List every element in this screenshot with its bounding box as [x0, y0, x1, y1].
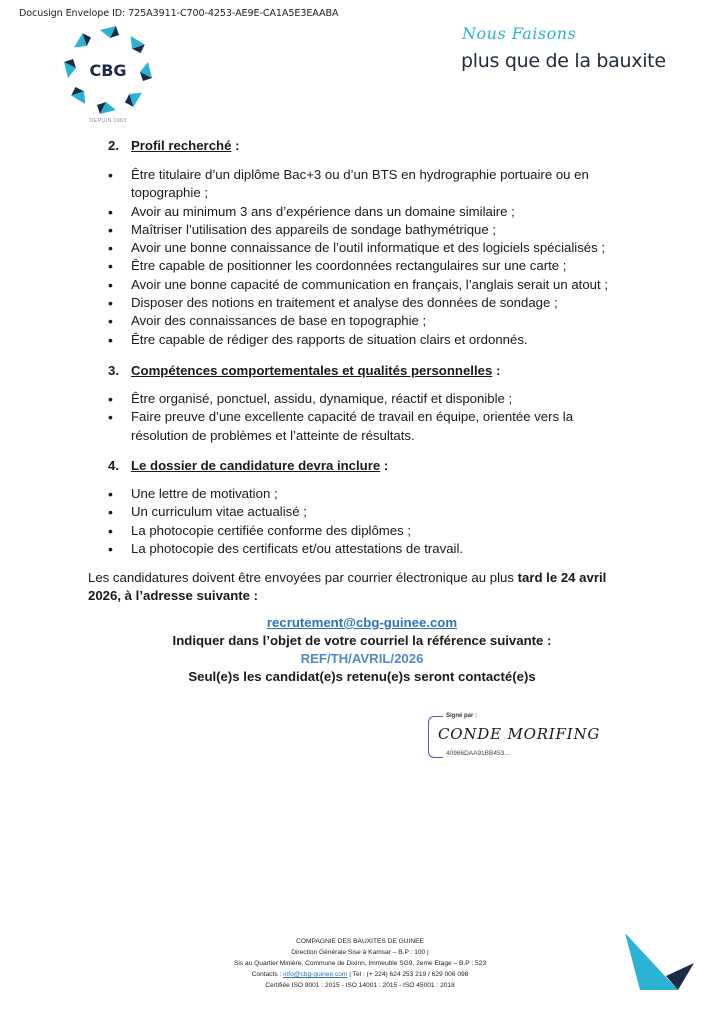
contacts-phone: | Tel : (+ 224) 624 253 219 / 629 006 098: [347, 971, 469, 978]
footer-contacts: [130, 969, 590, 980]
contacts-label: Contacts :: [251, 971, 284, 978]
section-title: [108, 137, 239, 155]
competences-list: [108, 390, 628, 445]
logo-blade: [97, 102, 116, 114]
docusign-signature: [428, 712, 601, 762]
logo-blade: [125, 33, 147, 55]
cbg-logo: [60, 24, 156, 128]
list-item: • Une lettre de motivation ;: [108, 485, 628, 503]
section-heading: Profil recherché: [131, 138, 232, 153]
logo-blade: [123, 87, 145, 109]
signature-name: CONDE MORIFING: [438, 725, 601, 743]
list-item: • La photocopie des certificats et/ou attestations de travail.: [108, 540, 628, 558]
section-heading: Le dossier de candidature devra inclure: [131, 458, 381, 473]
list-item: • Être titulaire d’un diplôme Bac+3 ou d’un BTS en hydrographie portuaire ou en topographie ;: [108, 166, 628, 203]
list-item: • Être capable de rédiger des rapports de situation clairs et ordonnés.: [108, 331, 628, 349]
envelope-id: Docusign Envelope ID: 725A3911-C700-4253-AE9E-CA1A5E3EAABA: [19, 8, 339, 19]
list-item: • Avoir des connaissances de base en topographie ;: [108, 312, 628, 330]
contacts-email-link[interactable]: info@cbg-guinee.com: [283, 971, 348, 978]
reference-code: REF/TH/AVRIL/2026: [300, 651, 424, 666]
logo-blade: [64, 59, 76, 78]
footer: [130, 936, 590, 991]
corner-logo-icon: [620, 928, 700, 1003]
footer-line2: Sis au Quartier Minière, Commune de Dixinn, Immeuble SG9, 2eme Etage – B.P : 523: [233, 960, 487, 967]
list-item: • Avoir une bonne connaissance de l’outil informatique et des logiciels spécialisés ;: [108, 239, 628, 257]
list-item: • Maîtriser l’utilisation des appareils de sondage bathymétrique ;: [108, 221, 628, 239]
recruitment-email-link[interactable]: recrutement@cbg-guinee.com: [266, 615, 458, 630]
footer-line1: Direction Générale Sise à Kamsar – B.P : 100 |: [291, 949, 429, 956]
section-number: 2.: [108, 138, 119, 153]
list-item: • La photocopie certifiée conforme des diplômes ;: [108, 522, 628, 540]
logo-text: CBG: [89, 61, 127, 80]
section-title: [108, 362, 500, 380]
section-heading: Compétences comportementales et qualités personnelles: [131, 363, 493, 378]
slogan: [460, 24, 700, 80]
application-deadline: tard le 24 avril 2026, à l’adresse suivante :: [88, 570, 607, 603]
signature-label: Signé par :: [446, 713, 478, 719]
profile-list: [108, 166, 628, 349]
logo-since: DEPUIS 1963: [89, 118, 127, 124]
logo-blade: [140, 62, 152, 81]
list-item: • Avoir au minimum 3 ans d’expérience dans un domaine similaire ;: [108, 203, 628, 221]
list-item: • Être capable de positionner les coordonnées rectangulaires sur une carte ;: [108, 257, 628, 275]
application-intro: Les candidatures doivent être envoyées par courrier électronique au plus: [88, 570, 518, 585]
footer-company: COMPAGNIE DES BAUXITES DE GUINEE: [296, 938, 424, 945]
logo-blade: [69, 85, 91, 107]
cbg-logo-mark-icon: [60, 24, 156, 116]
logo-blade: [71, 31, 93, 53]
section-number: 4.: [108, 458, 119, 473]
dossier-list: [108, 485, 628, 558]
list-item: • Être organisé, ponctuel, assidu, dynamique, réactif et disponible ;: [108, 390, 628, 408]
list-item: • Disposer des notions en traitement et analyse des données de sondage ;: [108, 294, 628, 312]
logo-blade: [100, 26, 119, 38]
signature-id: 40966DAA91BB453...: [446, 750, 510, 757]
footer-certifications: Certifiée ISO 9001 : 2015 - ISO 14001 : 2015 - ISO 45001 : 2018: [265, 982, 455, 989]
list-item: • Avoir une bonne capacité de communication en français, l’anglais serait un atout ;: [108, 276, 628, 294]
email-line: [0, 614, 724, 631]
slogan-main: plus que de la bauxite: [461, 50, 666, 72]
section-suffix: :: [231, 138, 240, 153]
contact-notice: Seul(e)s les candidat(e)s retenu(e)s seront contacté(e)s: [188, 669, 536, 684]
section-number: 3.: [108, 363, 119, 378]
application-paragraph: [88, 569, 636, 605]
subject-instruction: Indiquer dans l’objet de votre courriel la référence suivante :: [172, 633, 552, 648]
section-suffix: :: [380, 458, 389, 473]
slogan-script: Nous Faisons: [462, 24, 577, 43]
section-title: [108, 457, 388, 475]
section-suffix: :: [492, 363, 501, 378]
list-item: • Faire preuve d’une excellente capacité de travail en équipe, orientée vers la résolution de problèmes et l’atteinte de résultats.: [108, 408, 628, 445]
list-item: • Un curriculum vitae actualisé ;: [108, 503, 628, 521]
